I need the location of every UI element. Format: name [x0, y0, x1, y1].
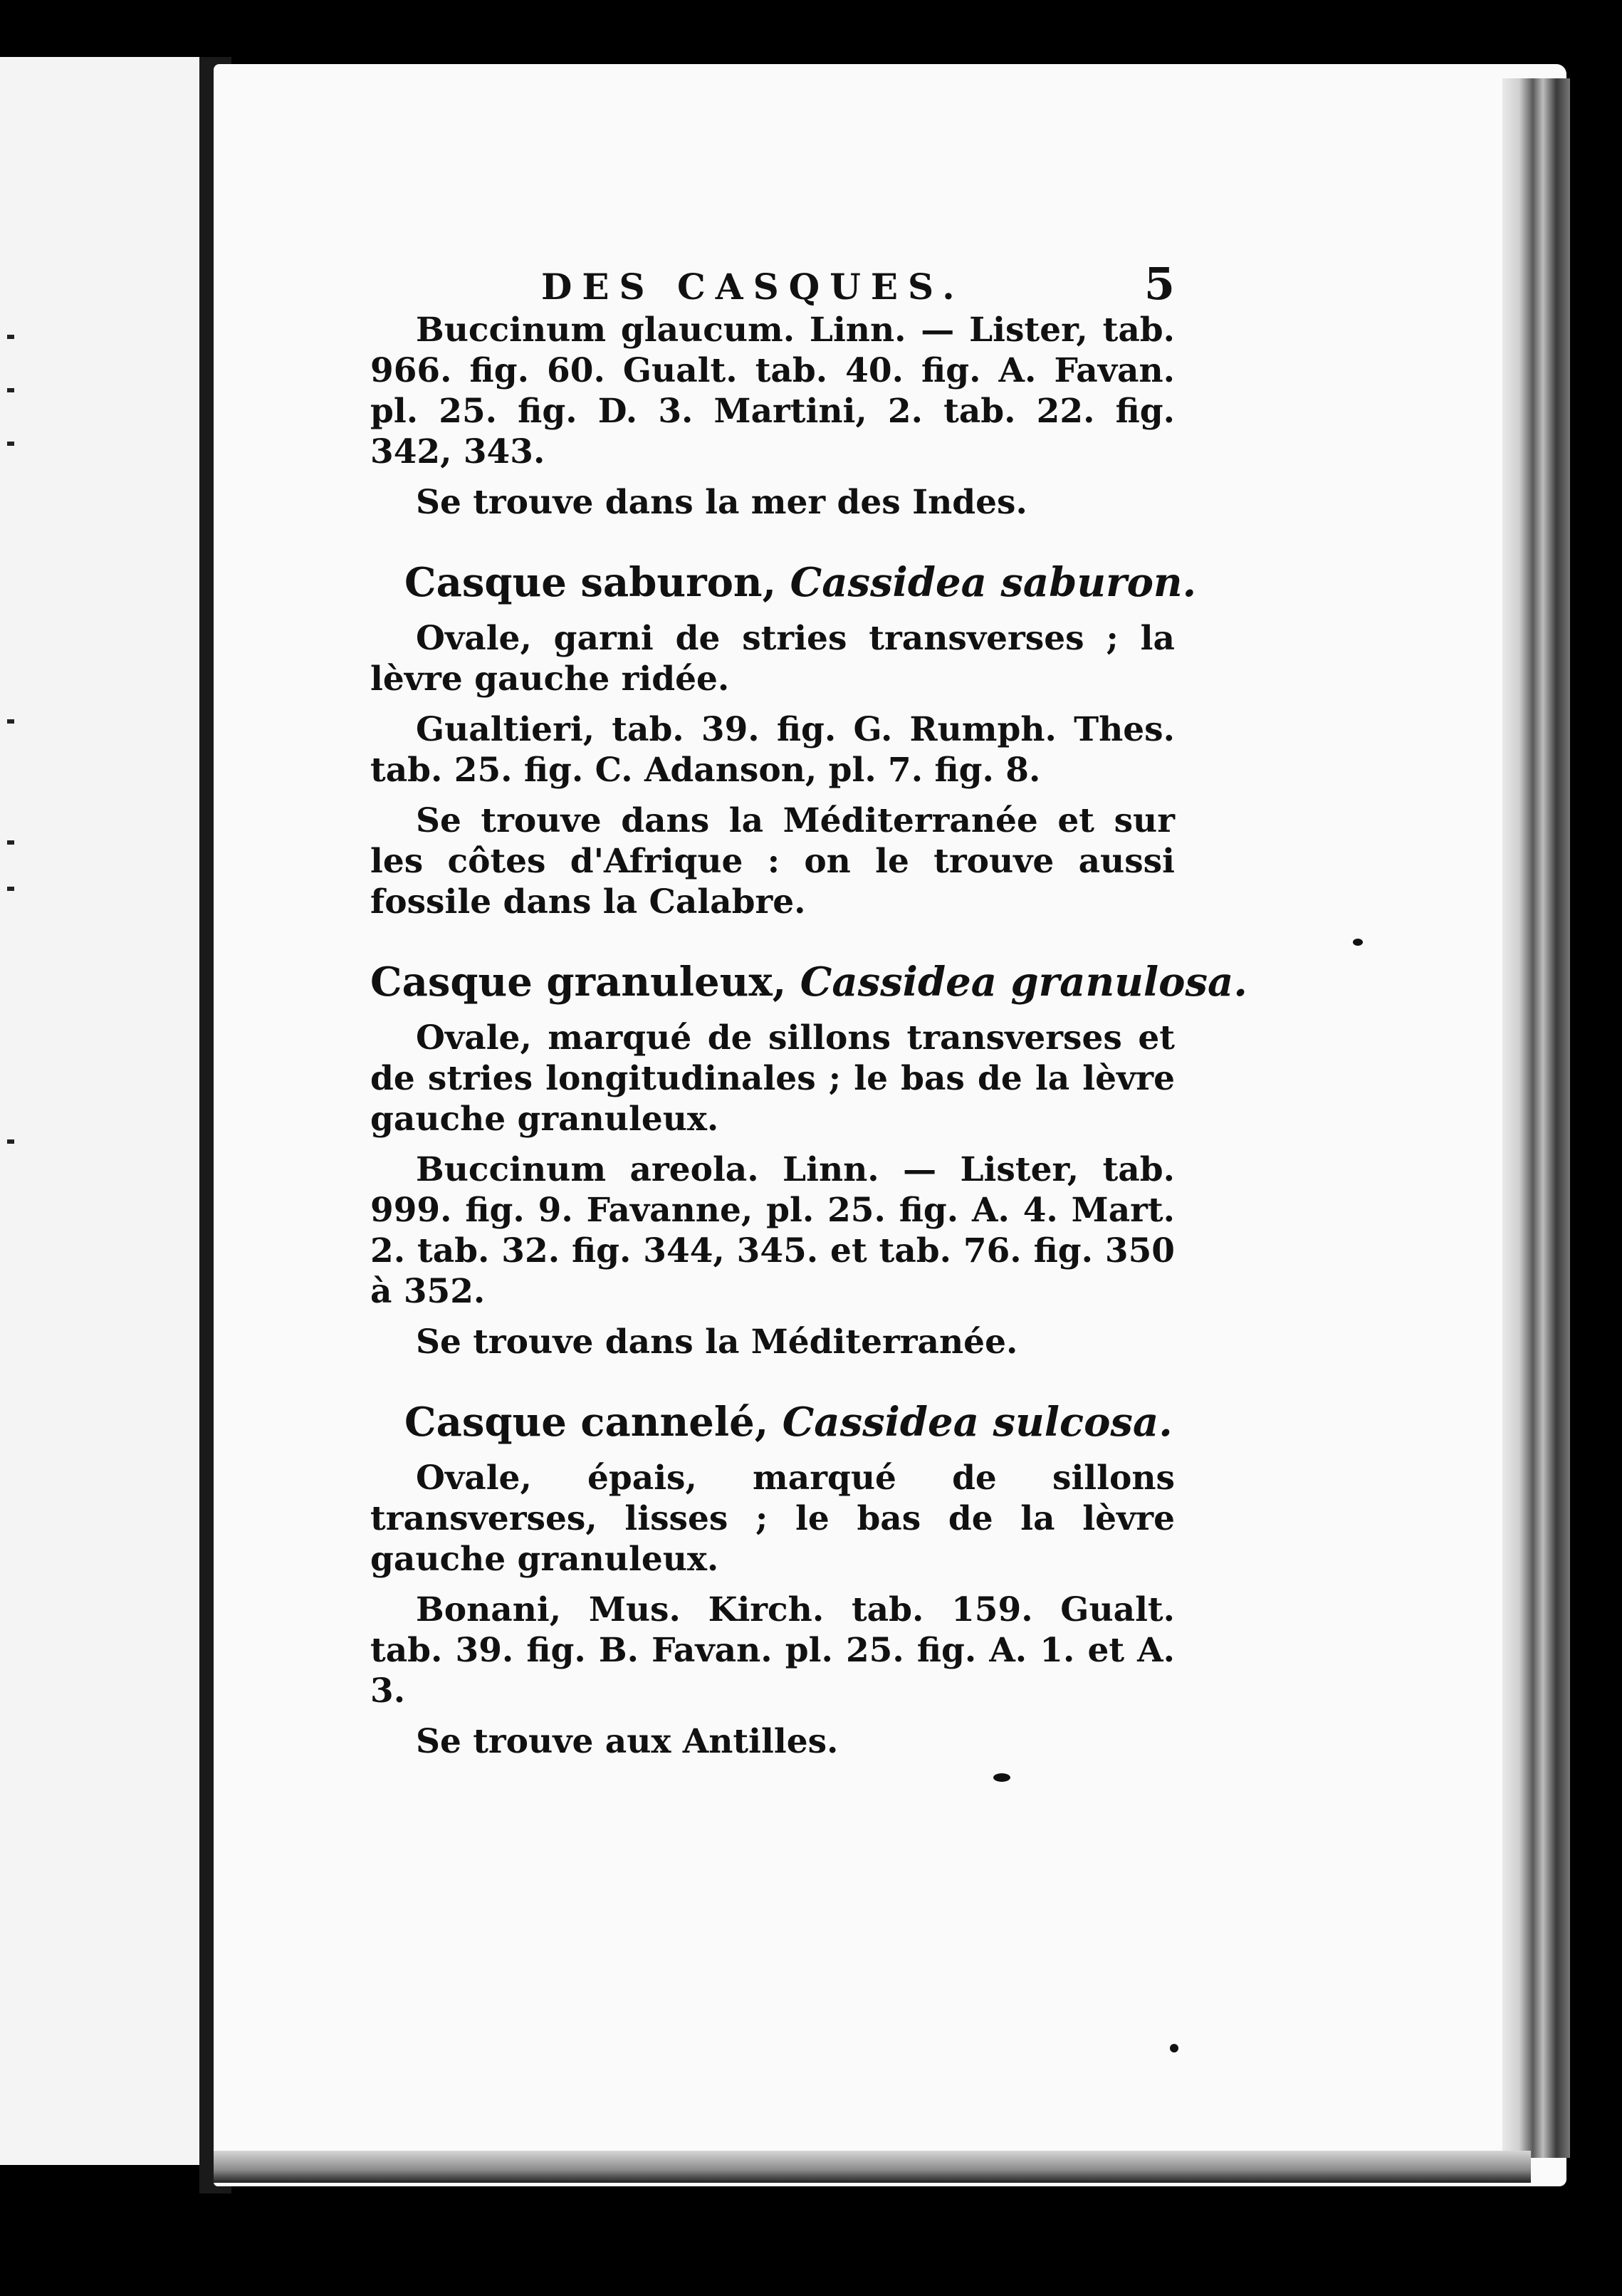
entry-saburon — [370, 559, 1197, 922]
common-name: Casque cannelé, — [404, 1399, 769, 1446]
page-stack-edge — [1502, 78, 1570, 2158]
facing-page-mark — [7, 442, 14, 446]
entry-title — [370, 559, 1197, 606]
entry-description: Ovale, marqué de sillons transverses et de stries longitudinales ; le bas de la lèvre gauche granuleux. — [370, 1018, 1175, 1139]
latin-name: Cassidea saburon. — [790, 559, 1197, 606]
common-name: Casque granuleux, — [370, 959, 787, 1006]
facing-page-mark — [7, 388, 14, 392]
running-title: DES CASQUES. — [541, 266, 965, 308]
page-text — [370, 258, 1247, 1762]
entry-habitat: Se trouve dans la Méditerranée et sur les côtes d'Afrique : on le trouve aussi fossile dans la Calabre. — [370, 801, 1175, 922]
ink-speck — [1353, 939, 1363, 946]
entry-references: Bonani, Mus. Kirch. tab. 159. Gualt. tab. 39. fig. B. Favan. pl. 25. fig. A. 1. et A. 3. — [370, 1590, 1175, 1711]
intro-habitat: Se trouve dans la mer des Indes. — [416, 483, 1027, 522]
entry-cannele — [370, 1399, 1175, 1762]
latin-name: Cassidea granulosa. — [800, 959, 1247, 1006]
running-head — [370, 258, 1175, 310]
entry-description: Ovale, garni de stries transverses ; la lèvre gauche ridée. — [370, 619, 1175, 699]
entry-description: Ovale, épais, marqué de sillons transverses, lisses ; le bas de la lèvre gauche granuleux. — [370, 1459, 1175, 1579]
entry-references: Gualtieri, tab. 39. fig. G. Rumph. Thes. tab. 25. fig. C. Adanson, pl. 7. fig. 8. — [370, 710, 1175, 790]
page-number: 5 — [1144, 258, 1175, 310]
facing-page-mark — [7, 719, 14, 724]
facing-page-edge — [0, 57, 199, 2165]
intro-references: Buccinum glaucum. Linn. — Lister, tab. 966. fig. 60. Gualt. tab. 40. fig. A. Favan. pl. 25. fig. D. 3. Martini, 2. tab. 22. fig. 342, 343. — [370, 311, 1175, 471]
facing-page-mark — [7, 840, 14, 845]
page-bottom-edge — [214, 2151, 1531, 2183]
entry-granuleux — [370, 959, 1247, 1362]
ink-speck — [993, 1773, 1010, 1782]
entry-habitat: Se trouve dans la Méditerranée. — [416, 1322, 1018, 1362]
facing-page-mark — [7, 335, 14, 339]
latin-name: Cassidea sulcosa. — [782, 1399, 1173, 1446]
entry-habitat: Se trouve aux Antilles. — [416, 1722, 839, 1761]
facing-page-mark — [7, 887, 14, 891]
ink-speck — [1170, 2044, 1178, 2052]
entry-references: Buccinum areola. Linn. — Lister, tab. 999. fig. 9. Favanne, pl. 25. fig. A. 4. Mart. 2. tab. 32. fig. 344, 345. et tab. 76. fig. 350 à 352. — [370, 1150, 1175, 1311]
common-name: Casque saburon, — [404, 559, 777, 606]
entry-title — [370, 959, 1247, 1006]
entry-title — [370, 1399, 1175, 1445]
facing-page-mark — [7, 1139, 14, 1144]
